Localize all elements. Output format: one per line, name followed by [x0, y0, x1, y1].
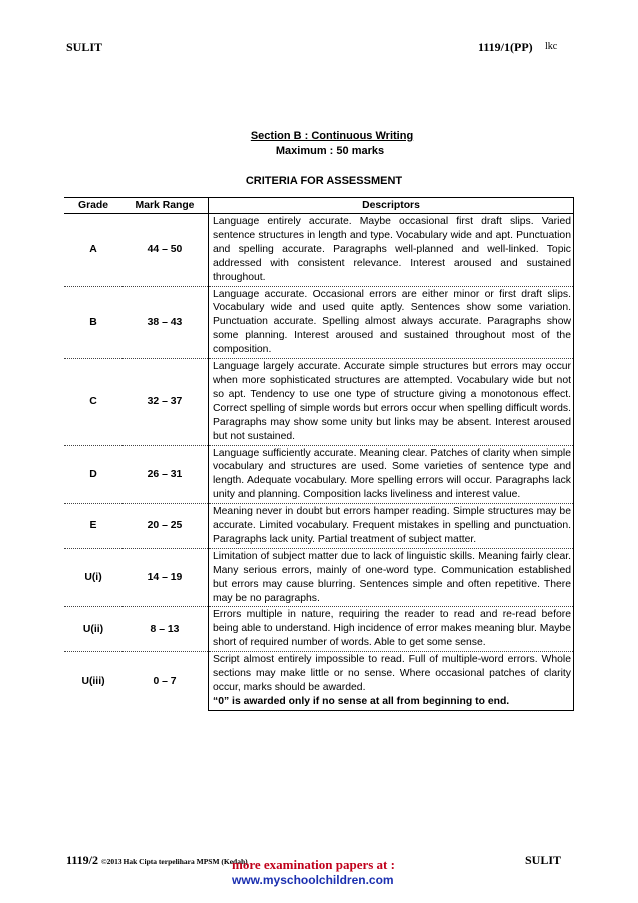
table-row [64, 652, 574, 711]
header-descriptors: Descriptors [209, 198, 574, 214]
mark-range-cell: 38 – 43 [122, 286, 209, 359]
grade-cell: U(i) [64, 548, 122, 607]
mark-range-cell: 26 – 31 [122, 445, 209, 504]
mark-range-cell: 20 – 25 [122, 504, 209, 549]
grade-cell: A [64, 214, 122, 287]
header-grade: Grade [64, 198, 122, 214]
descriptor-cell: Limitation of subject matter due to lack of linguistic skills. Meaning fairly clear. Many serious errors, mainly of one-word type. Communication established but errors may cause blurring. Sentences simple and often repetitive. There may be no paragraphs. [209, 548, 574, 607]
table-row [64, 286, 574, 359]
footer-code: 1119/2 [66, 853, 99, 867]
table-row [64, 214, 574, 287]
section-maximum: Maximum : 50 marks [275, 145, 385, 157]
descriptor-cell: Language accurate. Occasional errors are either minor or first draft slips. Vocabulary wide and used quite aptly. Sentences show some variation. Punctuation accurate. Spelling almost always accurate. Paragraphs show some planning. Interest aroused and sustained throughout most of the composition. [209, 286, 574, 359]
table-row [64, 445, 574, 504]
descriptor-cell [209, 652, 574, 711]
mark-range-cell: 32 – 37 [122, 359, 209, 445]
section-title: Section B : Continuous Writing [250, 130, 414, 142]
table-header-row [64, 198, 574, 214]
descriptor-cell: Errors multiple in nature, requiring the reader to read and re-read before being able to understand. High incidence of error makes meaning blur. Maybe short of required number of words. Able to get some sense. [209, 607, 574, 652]
mark-range-cell: 14 – 19 [122, 548, 209, 607]
header-paper-code: 1119/1(PP) [478, 40, 533, 54]
header-sulit: SULIT [66, 40, 103, 54]
grade-cell: U(iii) [81, 675, 105, 687]
grade-cell: B [64, 286, 122, 359]
descriptor-cell: Meaning never in doubt but errors hamper reading. Simple structures may be accurate. Limited vocabulary. Frequent mistakes in spelling and punctuation. Paragraphs lack unity. Partial treatment of subject matter. [209, 504, 574, 549]
grade-cell: U(ii) [64, 607, 122, 652]
header-mark-range: Mark Range [122, 198, 209, 214]
footer-promo: more examination papers at : [232, 857, 395, 872]
table-row [64, 359, 574, 445]
mark-range-cell: 0 – 7 [153, 675, 177, 687]
descriptor-zero-note: “0” is awarded only if no sense at all from beginning to end. [213, 695, 510, 707]
footer-copyright: ©2013 Hak Cipta terpelihara MPSM (Kedah) [101, 857, 248, 866]
criteria-heading: CRITERIA FOR ASSESSMENT [245, 175, 403, 187]
grade-cell: D [64, 445, 122, 504]
grade-cell: E [64, 504, 122, 549]
descriptor-cell: Language sufficiently accurate. Meaning clear. Patches of clarity when simple vocabulary and structures are used. Some varieties of sentence type and length. Adequate vocabulary. More spelling errors will occur. Paragraphs lack unity and planning. Composition lacks liveliness and interest value. [209, 445, 574, 504]
footer-url-link[interactable]: www.myschoolchildren.com [232, 873, 394, 887]
mark-range-cell: 44 – 50 [122, 214, 209, 287]
footer-sulit: SULIT [525, 853, 562, 867]
descriptor-cell: Language largely accurate. Accurate simple structures but errors may occur when more sophisticated structures are attempted. Vocabulary wide but not so apt. Tendency to use one type of structure giving a monotonous effect. Correct spelling of simple words but errors occur when spelling difficult words. Paragraphs may show some unity but links may be absent. Interest aroused but not sustained. [209, 359, 574, 445]
mark-range-cell: 8 – 13 [122, 607, 209, 652]
table-row [64, 548, 574, 607]
descriptor-cell: Language entirely accurate. Maybe occasional first draft slips. Varied sentence structures in length and type. Vocabulary wide and apt. Punctuation and spelling accurate. Paragraphs well-planned and well-linked. Topic addressed with consistent relevance. Interest aroused and sustained throughout. [209, 214, 574, 287]
descriptor-text: Script almost entirely impossible to read. Full of multiple-word errors. Whole sections may make little or no sense. Where occasional patches of clarity occur, marks should be awarded. [213, 654, 571, 693]
assessment-table [64, 197, 574, 711]
table-row [64, 607, 574, 652]
table-row [64, 504, 574, 549]
footer-left [66, 853, 248, 868]
grade-cell: C [64, 359, 122, 445]
header-tag: lkc [545, 41, 558, 52]
